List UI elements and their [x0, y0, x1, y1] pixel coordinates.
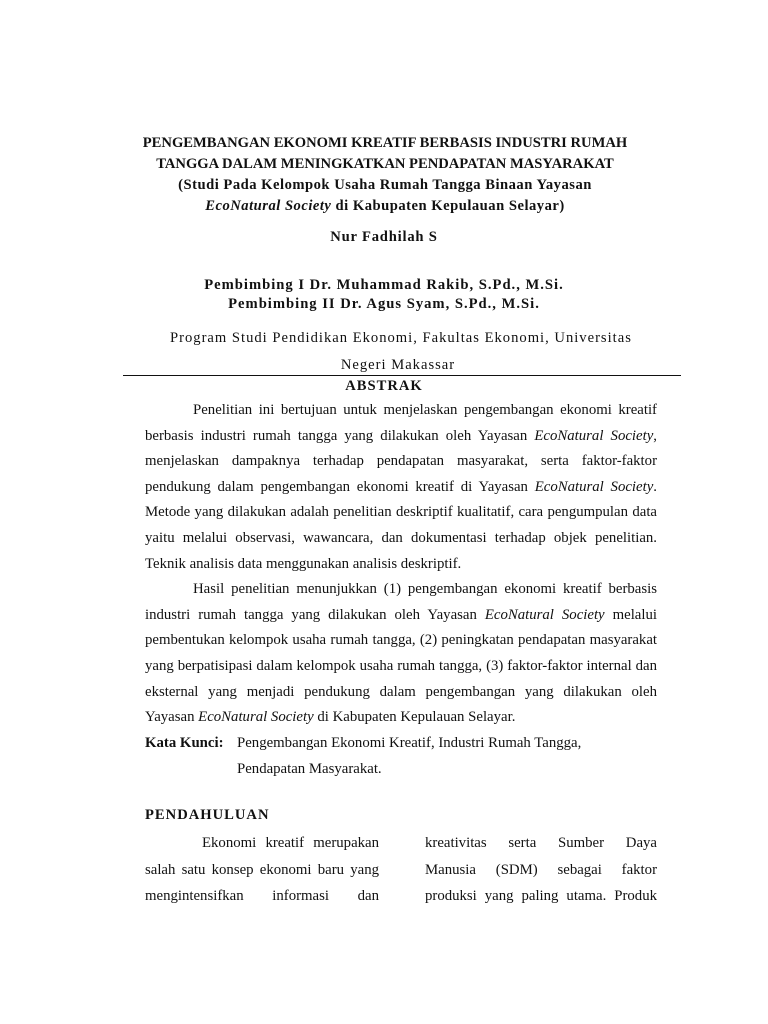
abstract-p1-part-b: , menjelaskan dampaknya terhadap pendapatan masyarakat, serta faktor-faktor pendukung dalam pengembangan ekonomi kreatif di Yayasan — [145, 427, 657, 495]
abstract-p1-italic-1: EcoNatural Society — [534, 427, 654, 444]
abstract-p2-part-a: Hasil penelitian menunjukkan (1) pengembangan ekonomi kreatif berbasis industri rumah tangga yang dilakukan oleh Yayasan — [145, 581, 657, 623]
title-line-3: (Studi Pada Kelompok Usaha Rumah Tangga Binaan Yayasan — [178, 177, 592, 193]
intro-column-left — [145, 830, 379, 910]
paper-title — [140, 133, 630, 217]
intro-column-right — [425, 830, 657, 910]
title-line-4-rest: di Kabupaten Kepulauan Selayar) — [331, 198, 565, 214]
section-heading-introduction: PENDAHULUAN — [145, 807, 270, 823]
program-line-1: Program Studi Pendidikan Ekonomi, Fakultas Ekonomi, Universitas — [170, 330, 632, 346]
title-line-2: TANGGA DALAM MENINGKATKAN PENDAPATAN MASYARAKAT — [156, 156, 614, 172]
title-line-4 — [140, 196, 630, 217]
intro-left-text: Ekonomi kreatif merupakan salah satu konsep ekonomi baru yang mengintensifkan informasi dan — [145, 835, 379, 904]
abstract-heading: ABSTRAK — [345, 378, 423, 394]
abstract-paragraph-1 — [145, 398, 657, 577]
author-name: Nur Fadhilah S — [330, 229, 438, 245]
abstract-paragraph-2 — [145, 577, 657, 731]
keywords-block — [145, 730, 665, 782]
abstract-p2-italic-1: EcoNatural Society — [484, 606, 605, 623]
program-line-2: Negeri Makassar — [340, 357, 456, 373]
abstract-p1-part-a: Penelitian ini bertujuan untuk menjelaskan pengembangan ekonomi kreatif berbasis industri rumah tangga yang dilakukan oleh Yayasan — [145, 402, 657, 444]
abstract-p1-part-c: . Metode yang dilakukan adalah penelitian deskriptif kualitatif, cara pengumpulan data yaitu melalui observasi, wawancara, dan dokumentasi terhadap objek penelitian. Teknik analisis data menggunakan analisis deskriptif. — [145, 478, 657, 572]
abstract-p2-part-b: melalui pembentukan kelompok usaha rumah tangga, (2) peningkatan pendapatan masyarakat yang berpatisipasi dalam kelompok usaha rumah tangga, (3) faktor-faktor internal dan eksternal yang menjadi pendukung dalam pengembangan yang dilakukan oleh Yayasan — [145, 606, 657, 726]
keywords-line-1: Pengembangan Ekonomi Kreatif, Industri Rumah Tangga, — [237, 735, 582, 751]
abstract-body — [145, 398, 657, 731]
advisor-second: Pembimbing II Dr. Agus Syam, S.Pd., M.Si. — [228, 296, 540, 312]
keywords-label: Kata Kunci: — [145, 735, 224, 751]
intro-right-text: kreativitas serta Sumber Daya Manusia (SDM) sebagai faktor produksi yang paling utama. Produk — [425, 835, 657, 904]
abstract-p2-part-c: di Kabupaten Kepulauan Selayar. — [313, 709, 516, 726]
abstract-p1-italic-2: EcoNatural Society — [534, 478, 654, 495]
keywords-line-2: Pendapatan Masyarakat. — [237, 761, 382, 777]
horizontal-rule — [123, 375, 681, 376]
title-italic-name: EcoNatural Society — [205, 198, 332, 214]
abstract-p2-italic-2: EcoNatural Society — [198, 709, 314, 726]
title-line-1: PENGEMBANGAN EKONOMI KREATIF BERBASIS INDUSTRI RUMAH — [142, 135, 628, 151]
advisor-first: Pembimbing I Dr. Muhammad Rakib, S.Pd., M.Si. — [204, 277, 564, 293]
